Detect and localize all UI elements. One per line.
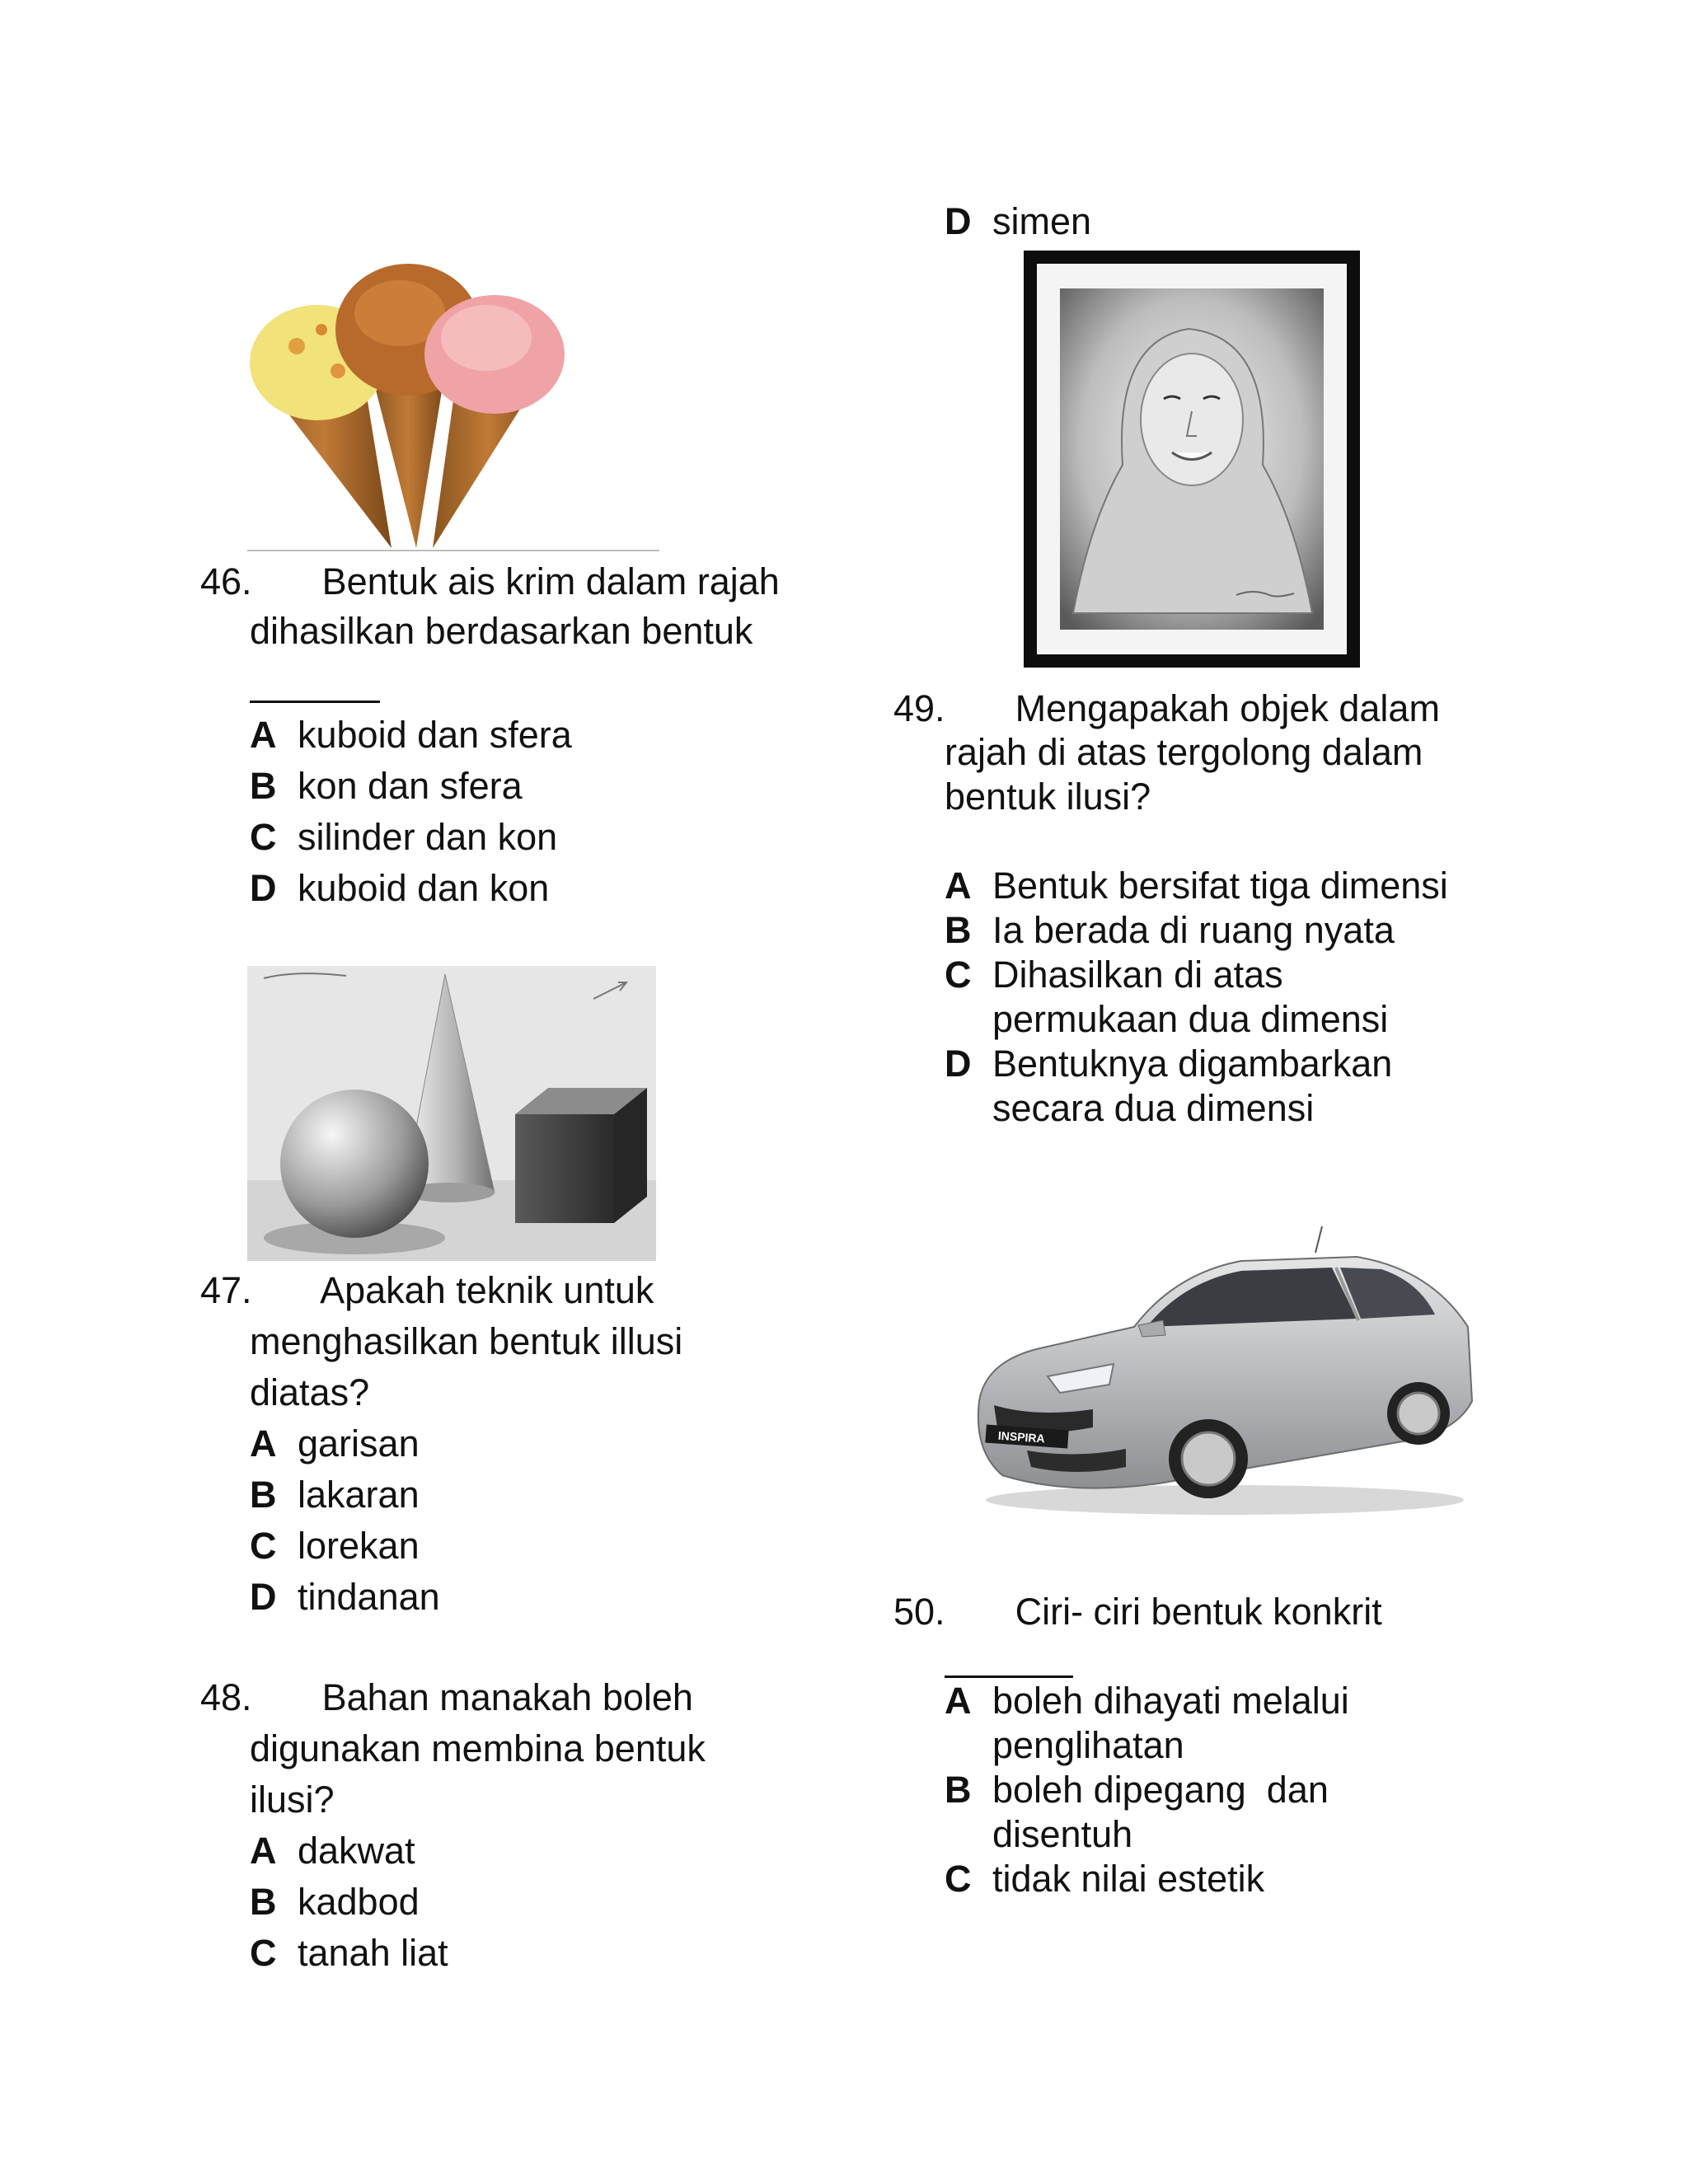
q46-option-a[interactable]: A kuboid dan sfera bbox=[250, 714, 572, 756]
q47-options bbox=[250, 1418, 440, 1623]
q48-text-line3: ilusi? bbox=[250, 1779, 335, 1821]
car-image bbox=[969, 1212, 1477, 1525]
q50-option-c[interactable]: C tidak nilai estetik bbox=[945, 1858, 1265, 1900]
q50-answer-blank bbox=[945, 1675, 1073, 1678]
q49-option-d[interactable]: D Bentuknya digambarkan secara dua dimensi bbox=[945, 1043, 1393, 1129]
q48-stem-line1 bbox=[200, 1673, 693, 1722]
q49-stem-line1 bbox=[893, 684, 1440, 733]
q49-text-line2: rajah di atas tergolong dalam bbox=[945, 731, 1423, 773]
q49-number: 49. bbox=[893, 687, 945, 729]
q48-text-line1: Bahan manakah boleh bbox=[321, 1676, 693, 1718]
q50-option-a[interactable]: A boleh dihayati melalui penglihatan bbox=[945, 1680, 1349, 1766]
q49-text-continued bbox=[945, 730, 1423, 819]
q48-option-c[interactable]: C tanah liat bbox=[250, 1932, 448, 1974]
q47-option-b[interactable]: B lakaran bbox=[250, 1474, 420, 1516]
q48-options-continued bbox=[945, 196, 1091, 247]
q47-text-line3: diatas? bbox=[250, 1371, 370, 1413]
q46-text-line2: dihasilkan berdasarkan bentuk bbox=[250, 610, 753, 652]
q49-option-c[interactable]: C Dihasilkan di atas permukaan dua dimensi bbox=[945, 954, 1389, 1040]
q50-options bbox=[945, 1679, 1349, 1901]
q46-text-line1: Bentuk ais krim dalam rajah bbox=[321, 560, 780, 602]
q50-text-line1: Ciri- ciri bentuk konkrit bbox=[1015, 1591, 1382, 1633]
q47-option-d[interactable]: D tindanan bbox=[250, 1576, 440, 1618]
shaded-shapes-image bbox=[247, 966, 656, 1261]
q48-text-line2: digunakan membina bentuk bbox=[250, 1727, 706, 1769]
q49-text-line1: Mengapakah objek dalam bbox=[1015, 687, 1440, 729]
q48-number: 48. bbox=[200, 1676, 252, 1718]
q48-option-a[interactable]: A dakwat bbox=[250, 1830, 415, 1872]
ice-cream-cones-image bbox=[247, 247, 659, 552]
q48-option-d[interactable]: D simen bbox=[945, 200, 1092, 242]
car-plate-text: INSPIRA bbox=[997, 1428, 1046, 1446]
q48-option-b[interactable]: B kadbod bbox=[250, 1881, 420, 1923]
q47-number: 47. bbox=[200, 1269, 252, 1311]
q47-text-line1: Apakah teknik untuk bbox=[320, 1269, 654, 1311]
q49-option-a[interactable]: A Bentuk bersifat tiga dimensi bbox=[945, 865, 1448, 907]
q50-option-b[interactable]: B boleh dipegang dan disentuh bbox=[945, 1769, 1329, 1855]
q46-options bbox=[250, 710, 572, 914]
q46-option-c[interactable]: C silinder dan kon bbox=[250, 816, 558, 858]
q47-option-c[interactable]: C lorekan bbox=[250, 1525, 420, 1567]
q46-option-d[interactable]: D kuboid dan kon bbox=[250, 867, 550, 909]
q47-text-line2: menghasilkan bentuk illusi bbox=[250, 1320, 683, 1362]
q46-option-b[interactable]: B kon dan sfera bbox=[250, 765, 523, 807]
q49-options bbox=[945, 864, 1448, 1131]
q50-stem-line1 bbox=[893, 1587, 1382, 1637]
q46-number: 46. bbox=[200, 560, 252, 602]
q48-options bbox=[250, 1825, 448, 1979]
q47-stem-line1 bbox=[200, 1266, 654, 1315]
q47-option-a[interactable]: A garisan bbox=[250, 1422, 420, 1465]
q50-number: 50. bbox=[893, 1591, 945, 1633]
q46-answer-blank bbox=[250, 701, 380, 703]
q46-stem-line1 bbox=[200, 557, 780, 607]
q49-text-line3: bentuk ilusi? bbox=[945, 776, 1151, 818]
q49-option-b[interactable]: B Ia berada di ruang nyata bbox=[945, 909, 1395, 951]
framed-portrait-drawing-image bbox=[1024, 251, 1360, 668]
